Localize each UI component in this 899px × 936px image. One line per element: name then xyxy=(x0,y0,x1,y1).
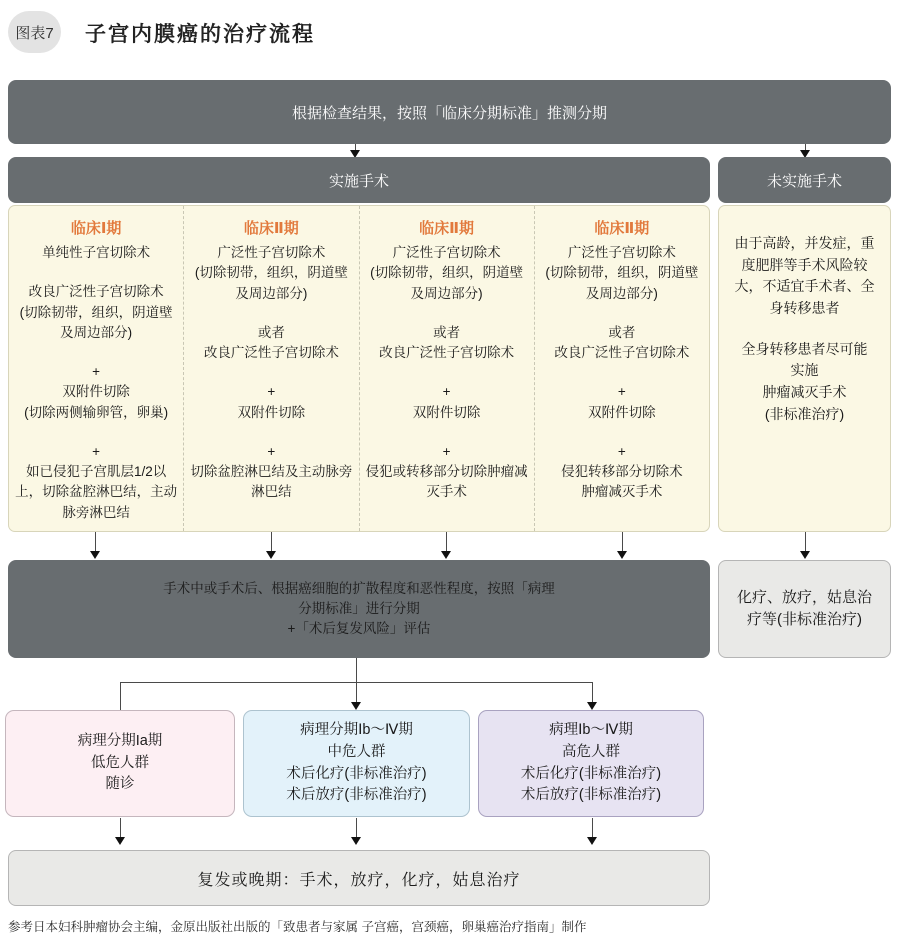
stage4-body xyxy=(541,243,703,503)
high-risk-box xyxy=(478,710,704,817)
text-line: 切除盆腔淋巴结及主动脉旁淋巴结 xyxy=(190,464,353,500)
arrow-down-icon xyxy=(90,532,101,559)
text-line: 肿瘤减灭手术 xyxy=(762,384,847,401)
text-line xyxy=(190,304,352,323)
stage1-body xyxy=(15,243,177,523)
high-risk-text xyxy=(521,720,661,807)
text-line: 如已侵犯子宫肌层1/2以上，切除盆腔淋巴结，主动脉旁淋巴结 xyxy=(15,464,178,520)
text-line: + xyxy=(617,443,626,459)
text-line: + xyxy=(92,443,101,459)
text-line xyxy=(15,343,177,362)
figure-number-label: 图表7 xyxy=(15,24,54,42)
text-line xyxy=(190,423,352,442)
text-line: 病理分期Ia期 xyxy=(77,732,163,749)
arrow-down-icon xyxy=(351,682,362,710)
text-line: (切除韧带，组织，阴道壁及周边部分) xyxy=(19,304,173,340)
text-line: 或者 xyxy=(433,324,461,340)
no-surgery-detail-box xyxy=(718,205,891,532)
text-line: (非标准治疗) xyxy=(764,405,845,422)
text-line: 术后放疗(非标准治疗) xyxy=(520,787,662,804)
stage3-body xyxy=(366,243,528,503)
text-line: 低危人群 xyxy=(91,754,149,771)
text-line: 随诊 xyxy=(105,776,135,793)
pathology-staging-text xyxy=(163,579,555,640)
stage3-column xyxy=(359,206,534,531)
text-line xyxy=(541,423,703,442)
arrow-down-icon xyxy=(266,532,277,559)
connector-line xyxy=(120,682,121,710)
clinical-staging-banner xyxy=(8,80,891,144)
relapse-treatment-text: 复发或晚期：手术，放疗，化疗，姑息治疗 xyxy=(197,871,521,889)
arrow-down-icon xyxy=(800,144,811,158)
text-line xyxy=(728,320,881,339)
text-line xyxy=(366,423,528,442)
stage2-column xyxy=(183,206,358,531)
text-line: 分期标准」进行分期 xyxy=(298,600,420,616)
no-surgery-banner xyxy=(718,157,891,203)
text-line: 病理Ⅰb～Ⅳ期 xyxy=(549,722,633,738)
text-line: 广泛性子宫切除术 xyxy=(217,245,326,260)
text-line: 单纯性子宫切除术 xyxy=(42,245,151,260)
text-line: 高危人群 xyxy=(561,743,620,760)
text-line: + xyxy=(267,384,276,400)
text-line: 术后化疗(非标准治疗) xyxy=(520,765,662,782)
text-line: + xyxy=(617,384,626,400)
stage4-heading: 临床Ⅱ期 xyxy=(594,220,650,237)
palliative-care-text: 化疗、放疗，姑息治疗等(非标准治疗) xyxy=(736,588,872,628)
text-line: 侵犯或转移部分切除肿瘤减灭手术 xyxy=(365,464,528,500)
stage4-column xyxy=(534,206,709,531)
text-line xyxy=(366,363,528,382)
text-line: (切除韧带，组织，阴道壁及周边部分) xyxy=(545,265,699,301)
text-line: 实施 xyxy=(790,362,819,379)
stage2-body xyxy=(190,243,352,503)
arrow-down-icon xyxy=(587,682,598,710)
low-risk-box xyxy=(5,710,235,817)
low-risk-text xyxy=(78,731,163,796)
text-line: (切除韧带，组织，阴道壁及周边部分) xyxy=(370,265,524,301)
figure-number-badge xyxy=(8,11,61,53)
text-line xyxy=(15,423,177,442)
connector-line xyxy=(356,658,357,683)
text-line: 双附件切除 xyxy=(588,404,656,420)
text-line xyxy=(15,263,177,282)
text-line: 肿瘤减灭手术 xyxy=(581,484,663,500)
source-note: 参考日本妇科肿瘤协会主编，金原出版社出版的「致患者与家属 子宫癌，宫颈癌，卵巢癌治疗指南」制作 xyxy=(8,920,587,934)
text-line: 双附件切除 xyxy=(237,404,306,420)
arrow-down-icon xyxy=(441,532,452,559)
clinical-staging-banner-text: 根据检查结果，按照「临床分期标准」推测分期 xyxy=(291,104,607,122)
text-line: 侵犯转移部分切除术 xyxy=(561,464,683,479)
no-surgery-banner-text: 未实施手术 xyxy=(766,172,842,190)
text-line xyxy=(541,363,703,382)
text-line xyxy=(366,304,528,323)
surgery-banner-text: 实施手术 xyxy=(328,172,389,190)
text-line: +「术后复发风险」评估 xyxy=(287,621,431,637)
text-line xyxy=(541,304,703,323)
text-line: 广泛性子宫切除术 xyxy=(392,245,501,260)
arrow-down-icon xyxy=(350,144,361,158)
text-line: 双附件切除 xyxy=(62,384,130,400)
text-line: 改良广泛性子宫切除术 xyxy=(379,345,515,360)
arrow-down-icon xyxy=(617,532,628,559)
surgery-options-box xyxy=(8,205,710,532)
pathology-staging-box xyxy=(8,560,710,658)
text-line: 病理分期Ⅰb～Ⅳ期 xyxy=(300,722,413,738)
text-line: (切除两侧输卵管，卵巢) xyxy=(24,404,169,420)
text-line: 改良广泛性子宫切除术 xyxy=(203,345,339,360)
text-line: 全身转移患者尽可能 xyxy=(741,340,868,357)
mid-risk-text xyxy=(286,720,426,807)
text-line: + xyxy=(267,443,276,459)
text-line: + xyxy=(442,443,451,459)
text-line: 手术中或手术后、根据癌细胞的扩散程度和恶性程度，按照「病理 xyxy=(163,580,555,596)
arrow-down-icon xyxy=(351,818,362,845)
text-line: 改良广泛性子宫切除术 xyxy=(554,345,690,360)
palliative-care-box xyxy=(718,560,891,658)
text-line: (切除韧带，组织，阴道壁及周边部分) xyxy=(194,265,348,301)
text-line: 中危人群 xyxy=(327,743,386,760)
text-line: 或者 xyxy=(608,324,636,340)
mid-risk-box xyxy=(243,710,470,817)
text-line: 或者 xyxy=(257,324,285,340)
text-line: + xyxy=(92,364,101,379)
page-title: 子宫内膜癌的治疗流程 xyxy=(85,23,315,46)
relapse-treatment-bar xyxy=(8,850,710,906)
stage3-heading: 临床Ⅱ期 xyxy=(419,220,475,237)
no-surgery-detail-text xyxy=(719,206,890,426)
text-line: + xyxy=(442,384,451,400)
stage1-column xyxy=(9,206,183,531)
stage2-heading: 临床Ⅱ期 xyxy=(243,220,299,237)
text-line xyxy=(190,363,352,382)
stage1-heading: 临床Ⅰ期 xyxy=(70,220,122,237)
arrow-down-icon xyxy=(587,818,598,845)
text-line: 广泛性子宫切除术 xyxy=(567,245,676,260)
surgery-banner xyxy=(8,157,710,203)
text-line: 双附件切除 xyxy=(412,404,481,420)
text-line: 术后化疗(非标准治疗) xyxy=(286,765,427,782)
text-line: 由于高龄，并发症，重度肥胖等手术风险较大，不适宜手术者、全身转移患者 xyxy=(734,235,875,317)
arrow-down-icon xyxy=(115,818,126,845)
arrow-down-icon xyxy=(800,532,811,559)
text-line: 术后放疗(非标准治疗) xyxy=(286,787,427,804)
text-line: 改良广泛性子宫切除术 xyxy=(28,284,164,300)
